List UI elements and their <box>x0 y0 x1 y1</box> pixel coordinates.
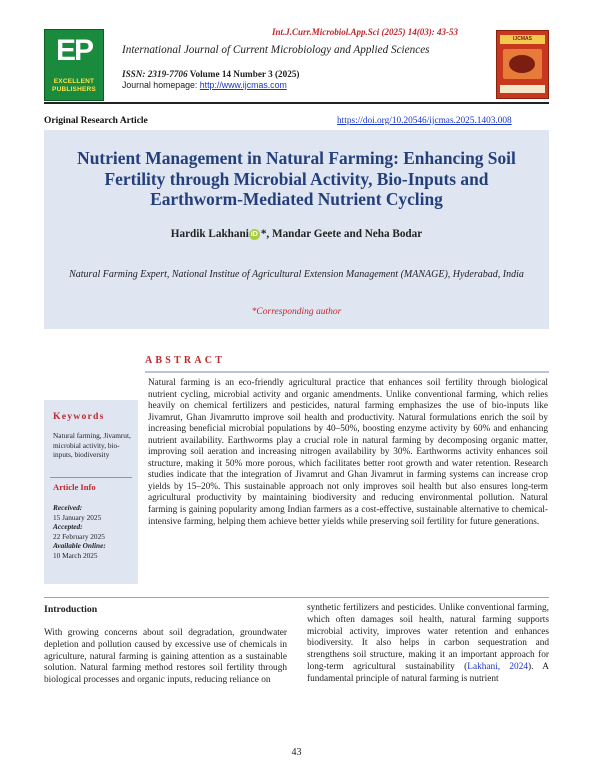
corresponding-author-note: *Corresponding author <box>251 307 342 317</box>
article-title: Nutrient Management in Natural Farming: Enhancing Soil Fertility through Microbial Activity, Bio-Inputs and Earthworm-Mediated Nutrient Cycling <box>77 148 516 209</box>
sidebar-divider <box>50 477 132 478</box>
publisher-logo <box>44 29 104 101</box>
homepage-link[interactable]: http://www.ijcmas.com <box>199 80 287 90</box>
available-online-label: Available Online: <box>53 541 106 551</box>
journal-cover-thumbnail <box>496 30 549 99</box>
abstract-divider <box>145 371 549 373</box>
logo-publisher-name: EXCELLENT PUBLISHERS <box>52 78 96 93</box>
received-label: Received: <box>53 503 83 512</box>
accepted-date: 22 February 2025 <box>53 531 105 541</box>
article-type: Original Research Article <box>44 116 148 126</box>
accepted-label: Accepted: <box>53 522 83 532</box>
available-online-date: 10 March 2025 <box>53 550 98 560</box>
article-info-heading: Article Info <box>53 482 96 492</box>
header-divider <box>44 102 549 104</box>
body-column-right: synthetic fertilizers and pesticides. Unlike conventional farming, which often damages soil health, natural farming supports microbial activity, improves water retention and enhances biodiversity. It also helps in carbon sequestration and strengthens soil structure, making it an important approach for long-term agricultural sustainability (Lakhani, 2024). A fundamental principle of natural farming is nutrient <box>307 603 549 684</box>
keywords-heading: Keywords <box>53 411 105 422</box>
author-affiliation: Natural Farming Expert, National Institue of Agricultural Extension Management (MANAGE), Hyderabad, India <box>69 269 524 280</box>
abstract-heading: ABSTRACT <box>145 355 226 366</box>
doi-link[interactable]: https://doi.org/10.20546/ijcmas.2025.1403.008 <box>337 116 512 126</box>
citation-link[interactable]: Lakhani, 2024 <box>467 661 529 672</box>
journal-title: International Journal of Current Microbiology and Applied Sciences <box>122 44 430 56</box>
logo-letters: EP <box>55 34 93 67</box>
journal-citation: Int.J.Curr.Microbiol.App.Sci (2025) 14(03): 43-53 <box>271 27 458 37</box>
cover-footer-band <box>500 85 545 93</box>
introduction-heading: Introduction <box>44 604 98 615</box>
article-dates <box>53 503 137 561</box>
journal-homepage: Journal homepage: http://www.ijcmas.com <box>122 80 287 90</box>
orcid-icon[interactable]: iD <box>250 231 258 238</box>
introduction-divider <box>44 597 549 598</box>
cover-image-detail <box>509 55 535 73</box>
author-list: Hardik Lakhani iD *, Mandar Geete and Neha Bodar <box>170 228 423 240</box>
cover-title-band: IJCMAS <box>500 35 545 44</box>
issn-volume: ISSN: 2319-7706 Volume 14 Number 3 (2025) <box>122 69 300 79</box>
received-date: 15 January 2025 <box>53 512 102 522</box>
abstract-text: Natural farming is an eco-friendly agricultural practice that enhances soil fertility through biological nutrient cycling, microbial activity and organic amendments. Unlike conventional farming, which relies heavily on chemical fertilizers and pesticides, natural farming emphasizes the use of bio-inputs like Jivamrut, Ghan Jivamrutto improve soil health and productivity. Natural formulations enrich the soil by increasing beneficial microbial populations by 40–50%, boosting enzyme activity by 60% and enhancing nutrient availability. Earthworms play a crucial role in natural farming by decomposing organic matter, improving soil aeration and increasing nitrogen availability by 30%. Earthworms activity enhances soil structure, making it 50% more porous, which facilitates better root growth and water retention. Research studies indicate that the integration of Jivamrut and Ghan Jivamrut in farming systems can increase crop yields by 15–20%. This sustainable approach not only improves soil health but also ensures long-term agricultural productivity by maintaining biodiversity and reducing environmental pollution. Natural farming is gaining popularity among Indian farmers as a cost-effective, sustainable alternative to chemical-intensive farming, helping them achieve better yields while preserving soil fertility for future generations. <box>148 378 548 527</box>
page-number: 43 <box>291 747 302 758</box>
body-column-left: With growing concerns about soil degradation, groundwater depletion and pollution caused by excessive use of chemicals in agriculture, natural farming is gaining attention as a sustainable solution. Natural farming method restores soil fertility through biological processes and organic inputs, reducing reliance on <box>44 628 287 686</box>
keywords-list: Natural farming, Jivamrut, microbial activity, bio-inputs, biodiversity <box>53 431 131 460</box>
